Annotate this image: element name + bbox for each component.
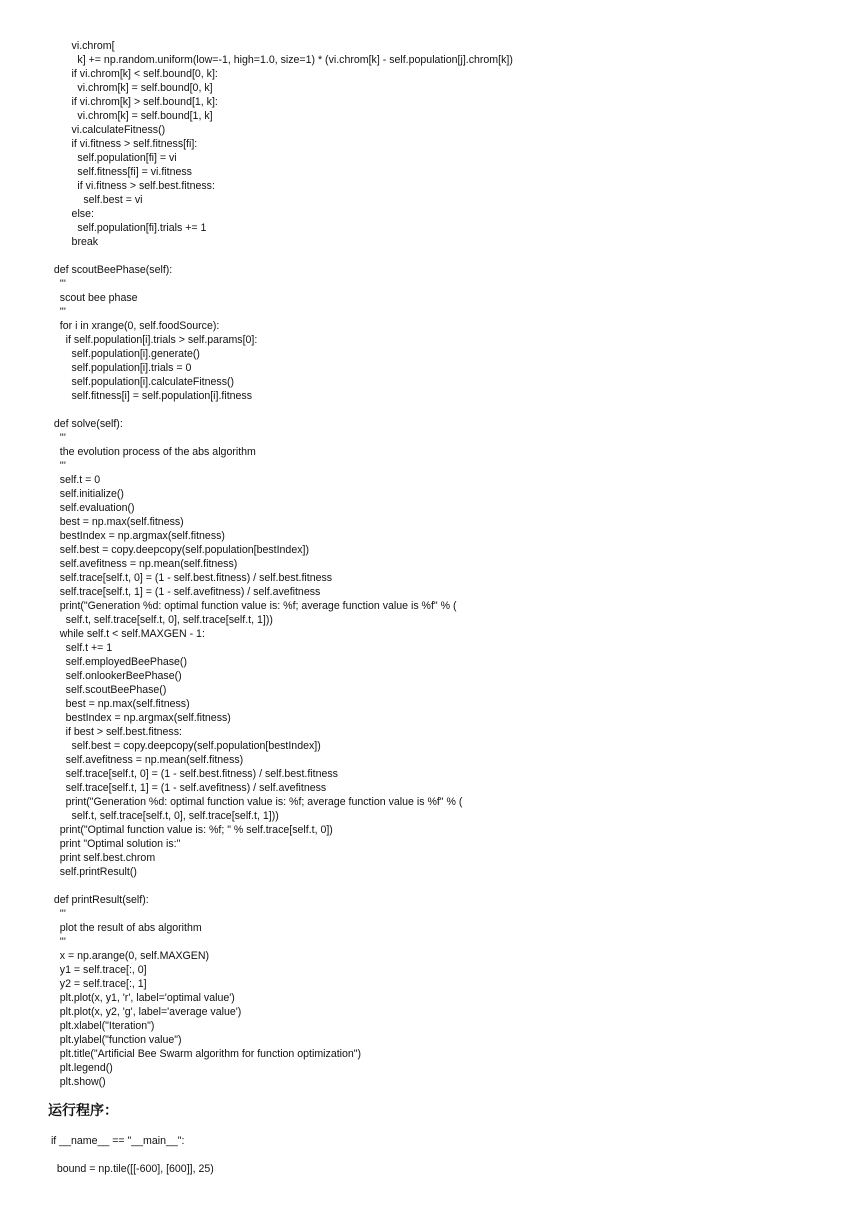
- code-line: ''': [48, 908, 66, 920]
- code-line: self.t += 1: [48, 642, 113, 654]
- code-line: break: [48, 236, 99, 248]
- code-line: self.fitness[i] = self.population[i].fitness: [48, 390, 253, 402]
- code-line: self.t, self.trace[self.t, 0], self.trace[self.t, 1])): [48, 810, 279, 822]
- code-line: self.onlookerBeePhase(): [48, 670, 182, 682]
- code-line: for i in xrange(0, self.foodSource):: [48, 320, 220, 332]
- code-line: if vi.fitness > self.best.fitness:: [48, 180, 215, 192]
- code-line: if vi.chrom[k] > self.bound[1, k]:: [48, 96, 218, 108]
- code-line: bestIndex = np.argmax(self.fitness): [48, 530, 225, 542]
- code-line: plt.title("Artificial Bee Swarm algorithm for function optimization"): [48, 1048, 362, 1060]
- code-line: self.avefitness = np.mean(self.fitness): [48, 558, 238, 570]
- code-line: plt.ylabel("function value"): [48, 1034, 182, 1046]
- code-line: plt.xlabel("Iteration"): [48, 1020, 155, 1032]
- code-line: vi.chrom[k] = self.bound[1, k]: [48, 110, 213, 122]
- code-line: print("Generation %d: optimal function value is: %f; average function value is %f" % (: [48, 796, 463, 808]
- code-line: plt.show(): [48, 1076, 106, 1088]
- code-line: plt.plot(x, y1, 'r', label='optimal value'): [48, 992, 235, 1004]
- code-line: plt.legend(): [48, 1062, 113, 1074]
- code-line: ''': [48, 460, 66, 472]
- code-line: def printResult(self):: [48, 894, 149, 906]
- code-line: scout bee phase: [48, 292, 138, 304]
- code-line: print("Generation %d: optimal function value is: %f; average function value is %f" % (: [48, 600, 457, 612]
- code-line: vi.calculateFitness(): [48, 124, 166, 136]
- code-line: self.best = copy.deepcopy(self.population[bestIndex]): [48, 544, 309, 556]
- code-line: plt.plot(x, y2, 'g', label='average value'): [48, 1006, 242, 1018]
- code-line: print("Optimal function value is: %f; " % self.trace[self.t, 0]): [48, 824, 333, 836]
- code-line: self.population[fi].trials += 1: [48, 222, 207, 234]
- code-line: print "Optimal solution is:": [48, 838, 181, 850]
- code-line: self.evaluation(): [48, 502, 135, 514]
- code-line: self.best = vi: [48, 194, 143, 206]
- code-line: [48, 249, 848, 263]
- run-code-line: if __name__ == "__main__":: [48, 1135, 185, 1147]
- code-line: self.initialize(): [48, 488, 124, 500]
- code-line: the evolution process of the abs algorithm: [48, 446, 256, 458]
- code-line: self.fitness[fi] = vi.fitness: [48, 166, 192, 178]
- code-line: else:: [48, 208, 94, 220]
- code-line: y2 = self.trace[:, 1]: [48, 978, 147, 990]
- code-line: self.population[fi] = vi: [48, 152, 177, 164]
- run-code-listing: [48, 1134, 848, 1176]
- run-code-line: [48, 1148, 848, 1162]
- code-line: vi.chrom[: [48, 40, 115, 52]
- code-line: print self.best.chrom: [48, 852, 156, 864]
- code-line: ''': [48, 432, 66, 444]
- code-line: self.population[i].generate(): [48, 348, 200, 360]
- code-line: self.best = copy.deepcopy(self.population[bestIndex]): [48, 740, 321, 752]
- code-listing: [48, 39, 848, 1089]
- code-line: self.population[i].calculateFitness(): [48, 376, 235, 388]
- code-line: self.printResult(): [48, 866, 137, 878]
- code-line: [48, 403, 848, 417]
- code-line: self.employedBeePhase(): [48, 656, 187, 668]
- code-line: self.t, self.trace[self.t, 0], self.trace[self.t, 1])): [48, 614, 273, 626]
- code-line: while self.t < self.MAXGEN - 1:: [48, 628, 205, 640]
- code-line: self.trace[self.t, 0] = (1 - self.best.fitness) / self.best.fitness: [48, 572, 333, 584]
- code-line: self.trace[self.t, 0] = (1 - self.best.fitness) / self.best.fitness: [48, 768, 338, 780]
- code-line: k] += np.random.uniform(low=-1, high=1.0, size=1) * (vi.chrom[k] - self.population[j].chrom[k]): [48, 54, 513, 66]
- run-code-line: bound = np.tile([[-600], [600]], 25): [48, 1163, 214, 1175]
- code-line: vi.chrom[k] = self.bound[0, k]: [48, 82, 213, 94]
- code-line: plot the result of abs algorithm: [48, 922, 202, 934]
- section-heading: 运行程序：: [48, 1103, 118, 1119]
- code-line: if vi.fitness > self.fitness[fi]:: [48, 138, 198, 150]
- code-line: self.trace[self.t, 1] = (1 - self.avefitness) / self.avefitness: [48, 782, 327, 794]
- code-line: self.trace[self.t, 1] = (1 - self.avefitness) / self.avefitness: [48, 586, 321, 598]
- code-line: y1 = self.trace[:, 0]: [48, 964, 147, 976]
- code-line: ''': [48, 306, 66, 318]
- code-line: if best > self.best.fitness:: [48, 726, 182, 738]
- code-line: [48, 879, 848, 893]
- code-line: self.population[i].trials = 0: [48, 362, 192, 374]
- code-line: best = np.max(self.fitness): [48, 516, 184, 528]
- code-line: def scoutBeePhase(self):: [48, 264, 173, 276]
- code-line: bestIndex = np.argmax(self.fitness): [48, 712, 231, 724]
- code-line: self.avefitness = np.mean(self.fitness): [48, 754, 244, 766]
- code-line: self.scoutBeePhase(): [48, 684, 167, 696]
- code-line: ''': [48, 936, 66, 948]
- code-line: if vi.chrom[k] < self.bound[0, k]:: [48, 68, 218, 80]
- code-line: def solve(self):: [48, 418, 123, 430]
- code-line: ''': [48, 278, 66, 290]
- code-line: self.t = 0: [48, 474, 101, 486]
- code-line: x = np.arange(0, self.MAXGEN): [48, 950, 210, 962]
- code-line: if self.population[i].trials > self.params[0]:: [48, 334, 258, 346]
- code-line: best = np.max(self.fitness): [48, 698, 190, 710]
